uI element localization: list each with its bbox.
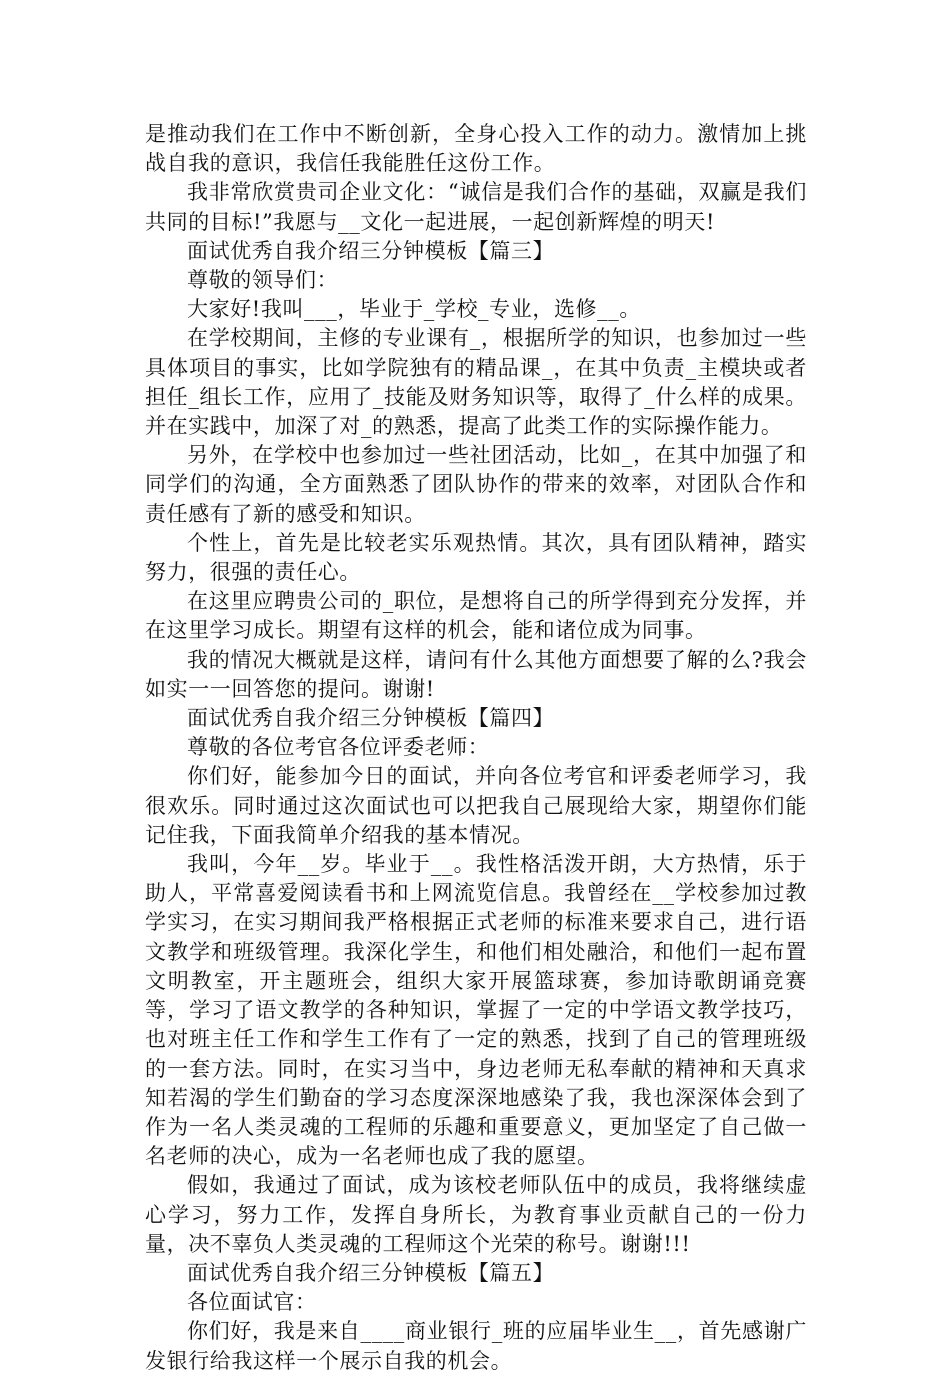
paragraph: 是推动我们在工作中不断创新，全身心投入工作的动力。激情加上挑战自我的意识，我信任我能胜任这份工作。 <box>145 122 807 176</box>
paragraph: 我叫，今年__岁。毕业于__。我性格活泼开朗，大方热情，乐于助人，平常喜爱阅读看书和上网流览信息。我曾经在__学校参加过教学实习，在实习期间我严格根据正式老师的标准来要求自己，进行语文教学和班级管理。我深化学生，和他们相处融洽，和他们一起布置文明教室，开主题班会，组织大家开展篮球赛，参加诗歌朗诵竞赛等，学习了语文教学的各种知识，掌握了一定的中学语文教学技巧，也对班主任工作和学生工作有了一定的熟悉，找到了自己的管理班级的一套方法。同时，在实习当中，身边老师无私奉献的精神和天真求知若渴的学生们勤奋的学习态度深深地感染了我，我也深深体会到了作为一名人类灵魂的工程师的乐趣和重要意义，更加坚定了自己做一名老师的决心，成为一名老师也成了我的愿望。 <box>145 852 807 1169</box>
paragraph: 在这里应聘贵公司的_职位，是想将自己的所学得到充分发挥，并在这里学习成长。期望有这样的机会，能和诸位成为同事。 <box>145 589 807 643</box>
paragraph: 假如，我通过了面试，成为该校老师队伍中的成员，我将继续虚心学习，努力工作，发挥自身所长，为教育事业贡献自己的一份力量，决不辜负人类灵魂的工程师这个光荣的称号。谢谢!!! <box>145 1173 807 1256</box>
paragraph: 大家好!我叫___，毕业于_学校_专业，选修__。 <box>187 297 641 322</box>
section-heading: 面试优秀自我介绍三分钟模板【篇四】 <box>187 706 555 731</box>
paragraph: 个性上，首先是比较老实乐观热情。其次，具有团队精神，踏实努力，很强的责任心。 <box>145 530 807 585</box>
salutation: 尊敬的领导们： <box>187 268 339 293</box>
paragraph: 另外，在学校中也参加过一些社团活动，比如_，在其中加强了和同学们的沟通，全方面熟悉了团队协作的带来的效率，对团队合作和责任感有了新的感受和知识。 <box>145 443 807 526</box>
paragraph: 我非常欣赏贵司企业文化：“诚信是我们合作的基础，双赢是我们共同的目标!”我愿与__文化一起进展，一起创新辉煌的明天! <box>145 180 807 234</box>
paragraph: 你们好，能参加今日的面试，并向各位考官和评委老师学习，我很欢乐。同时通过这次面试也可以把我自己展现给大家，期望你们能记住我，下面我简单介绍我的基本情况。 <box>145 764 807 847</box>
paragraph: 我的情况大概就是这样，请问有什么其他方面想要了解的么?我会如实一一回答您的提问。谢谢! <box>145 647 807 701</box>
section-heading: 面试优秀自我介绍三分钟模板【篇五】 <box>187 1260 555 1285</box>
salutation: 各位面试官： <box>187 1290 317 1315</box>
paragraph: 你们好，我是来自____商业银行_班的应届毕业生__，首先感谢广发银行给我这样一个展示自我的机会。 <box>145 1319 807 1373</box>
salutation: 尊敬的各位考官各位评委老师： <box>187 735 490 760</box>
paragraph: 在学校期间，主修的专业课有_，根据所学的知识，也参加过一些具体项目的事实，比如学院独有的精品课_，在其中负责_主模块或者担任_组长工作，应用了_技能及财务知识等，取得了_什么样的成果。并在实践中，加深了对_的熟悉，提高了此类工作的实际操作能力。 <box>145 326 807 439</box>
document-page <box>145 120 807 1376</box>
section-heading: 面试优秀自我介绍三分钟模板【篇三】 <box>187 238 555 263</box>
